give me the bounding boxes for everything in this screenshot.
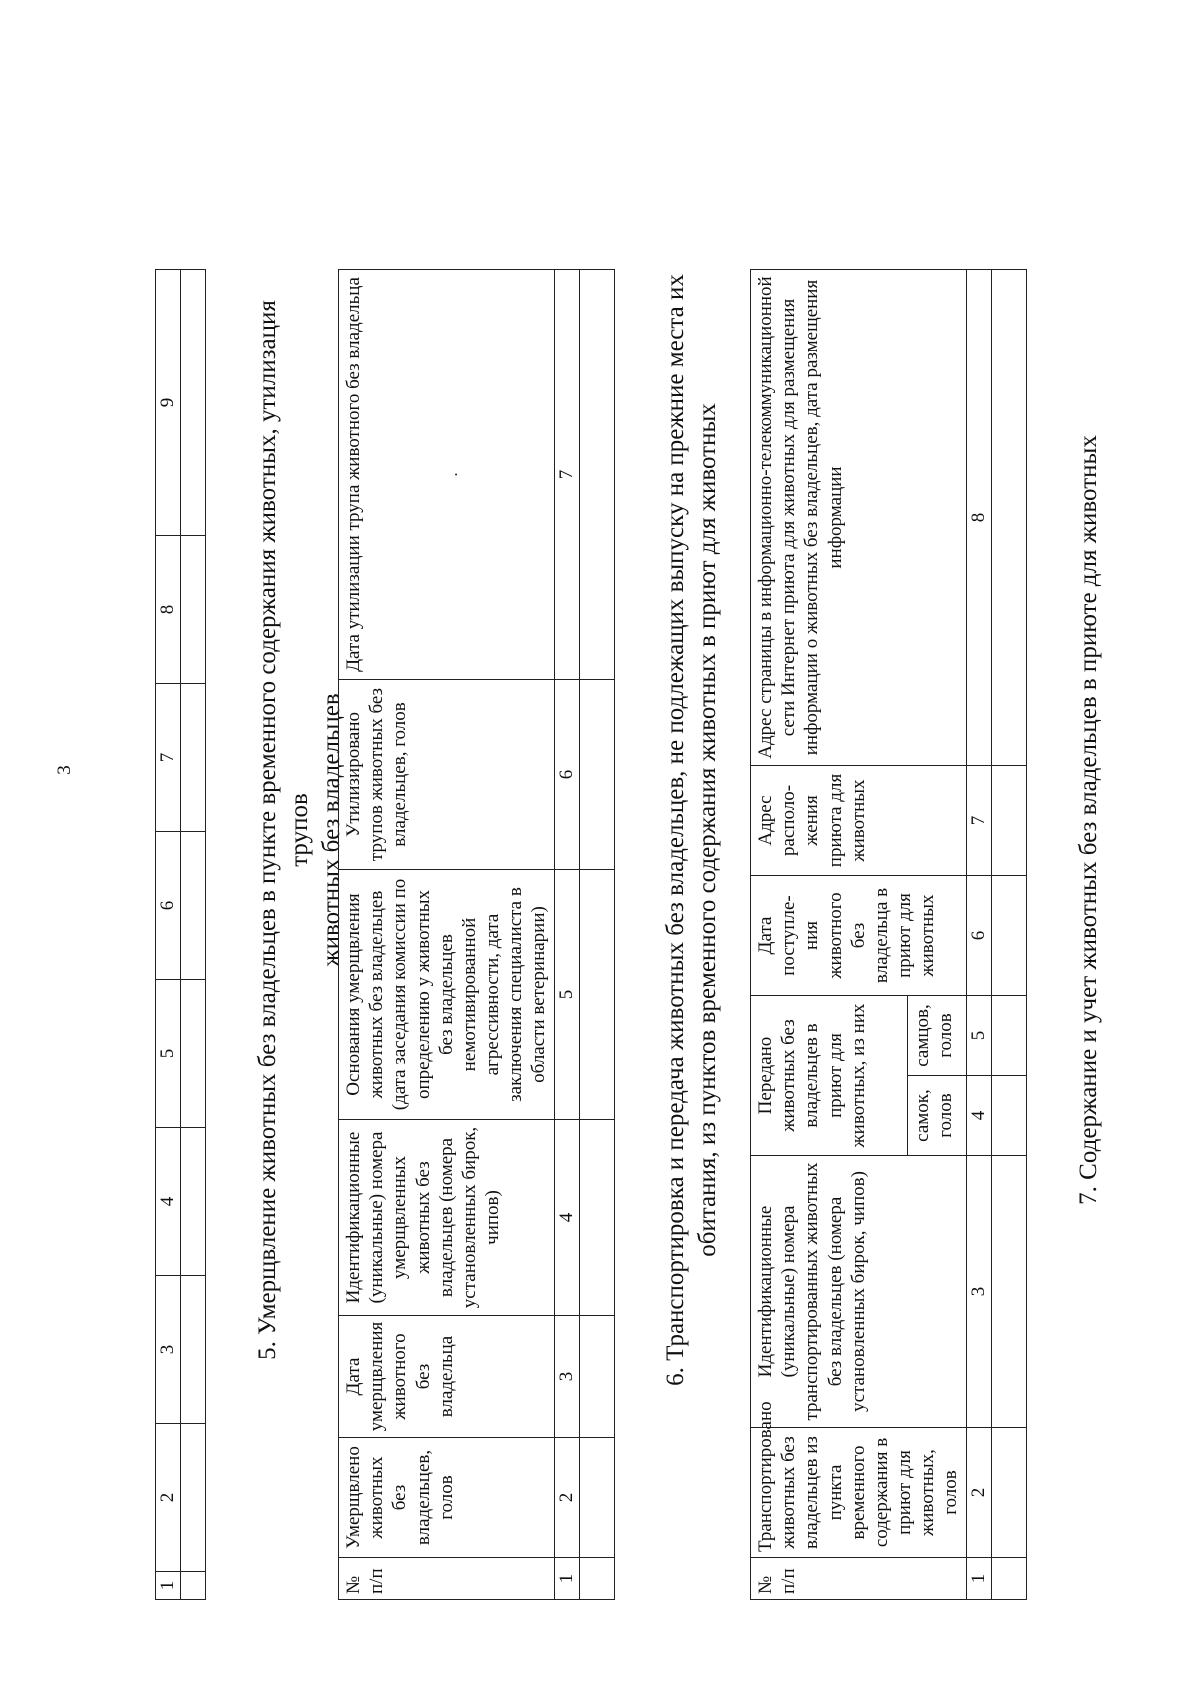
empty-cell [992,1076,1027,1156]
section-5-empty-row [579,270,614,1600]
column-number: 1 [967,1558,992,1600]
column-number: 3 [554,1316,579,1438]
empty-cell [579,1120,614,1316]
header-euthanasia-date: Дата умерщвления животного без владельца [339,1316,555,1438]
section-6-number-row [967,270,992,1600]
section-6-heading-line-2: обитания, из пунктов временного содержания животных в приют для животных [694,403,721,1257]
page-number: 3 [54,765,75,775]
section-6-header-row [751,270,908,1600]
header-identification-numbers: Идентификационные (уникальные) номера умерщвленных животных без владельцев (номера установленных бирок, чипов) [339,1120,555,1316]
stray-mark: . [444,472,462,477]
column-number: 7 [967,766,992,876]
column-number: 2 [156,1424,181,1572]
column-number: 7 [554,270,579,680]
empty-cell [992,1428,1027,1558]
continued-table-number-row [156,270,181,1600]
empty-cell [181,684,206,832]
section-5-heading-line-1: 5. Умерщвление животных без владельцев в пункте временного содержания животных, утилизация трупов [254,300,313,1360]
header-euthanized-count: Умерщвлено животных без владельцев, голов [339,1438,555,1558]
empty-cell [181,832,206,980]
section-6-empty-row [992,270,1027,1600]
empty-cell [181,1572,206,1600]
column-number: 9 [156,270,181,536]
empty-cell [181,980,206,1128]
column-number: 5 [967,996,992,1076]
column-number: 3 [967,1156,992,1428]
empty-cell [992,996,1027,1076]
empty-cell [992,876,1027,996]
header-web-page-address: Адрес страницы в информационно-телекоммуникационной сети Интернет приюта для животных для размещения информации о животных без владельцев, дата размещения информации [751,270,967,766]
column-number: 7 [156,684,181,832]
empty-cell [181,536,206,684]
column-number: 5 [554,870,579,1120]
column-number: 5 [156,980,181,1128]
column-number: 2 [967,1428,992,1558]
continued-table-empty-row [181,270,206,1600]
continued-table [155,269,206,1600]
section-5-header-row [339,270,555,1600]
column-number: 8 [156,536,181,684]
header-males-count: самцов, голов [908,996,967,1076]
column-number: 4 [554,1120,579,1316]
header-females-count: самок, голов [908,1076,967,1156]
empty-cell [579,680,614,870]
header-row-number: № п/п [339,1558,555,1600]
column-number: 4 [156,1128,181,1276]
empty-cell [579,1316,614,1438]
column-number: 1 [156,1572,181,1600]
section-6-table [750,269,1027,1600]
empty-cell [579,1438,614,1558]
header-disposed-count: Утилизировано трупов животных без владельцев, голов [339,680,555,870]
header-euthanasia-grounds: Основания умерщвления животных без владельцев (дата заседания комиссии по определению у животных без владельцев немотивированной агрессивности, дата заключения специалиста в области ветеринарии) [339,870,555,1120]
column-number: 6 [967,876,992,996]
header-arrival-date: Дата поступле-ния животного без владельца в приют для животных [751,876,967,996]
section-7-heading: 7. Содержание и учет животных без владельцев в приюте для животных [1075,435,1102,1205]
empty-cell [579,1558,614,1600]
header-row-number: № п/п [751,1558,967,1600]
column-number: 1 [554,1558,579,1600]
column-number: 6 [554,680,579,870]
empty-cell [579,270,614,680]
column-number: 6 [156,832,181,980]
column-number: 4 [967,1076,992,1156]
empty-cell [579,870,614,1120]
empty-cell [181,270,206,536]
empty-cell [181,1424,206,1572]
empty-cell [181,1276,206,1424]
header-disposal-date [339,270,555,680]
section-5-heading-line-2: животных без владельцев [318,693,345,967]
section-5-number-row [554,270,579,1600]
header-transported-count: Транспортировано животных без владельцев из пункта временного содержания в приют для животных, голов [751,1428,967,1558]
section-5-heading [252,280,348,1380]
empty-cell [992,766,1027,876]
column-number: 8 [967,270,992,766]
section-6-heading [660,180,724,1480]
header-transferred-count: Передано животных без владельцев в приют для животных, из них [751,996,908,1156]
section-6-heading-line-1: 6. Транспортировка и передача животных без владельцев, не подлежащих выпуску на прежние места их [662,274,689,1386]
empty-cell [992,270,1027,766]
column-number: 2 [554,1438,579,1558]
column-number: 3 [156,1276,181,1424]
section-5-table [338,269,615,1600]
empty-cell [181,1128,206,1276]
header-shelter-address: Адрес располо-жения приюта для животных [751,766,967,876]
empty-cell [992,1156,1027,1428]
header-identification-numbers: Идентификационные (уникальные) номера транспортированных животных без владельцев (номера установленных бирок, чипов) [751,1156,967,1428]
header-disposal-date-text: Дата утилизации трупа животного без владельца [343,277,364,672]
empty-cell [992,1558,1027,1600]
rotated-page [54,100,1170,1600]
